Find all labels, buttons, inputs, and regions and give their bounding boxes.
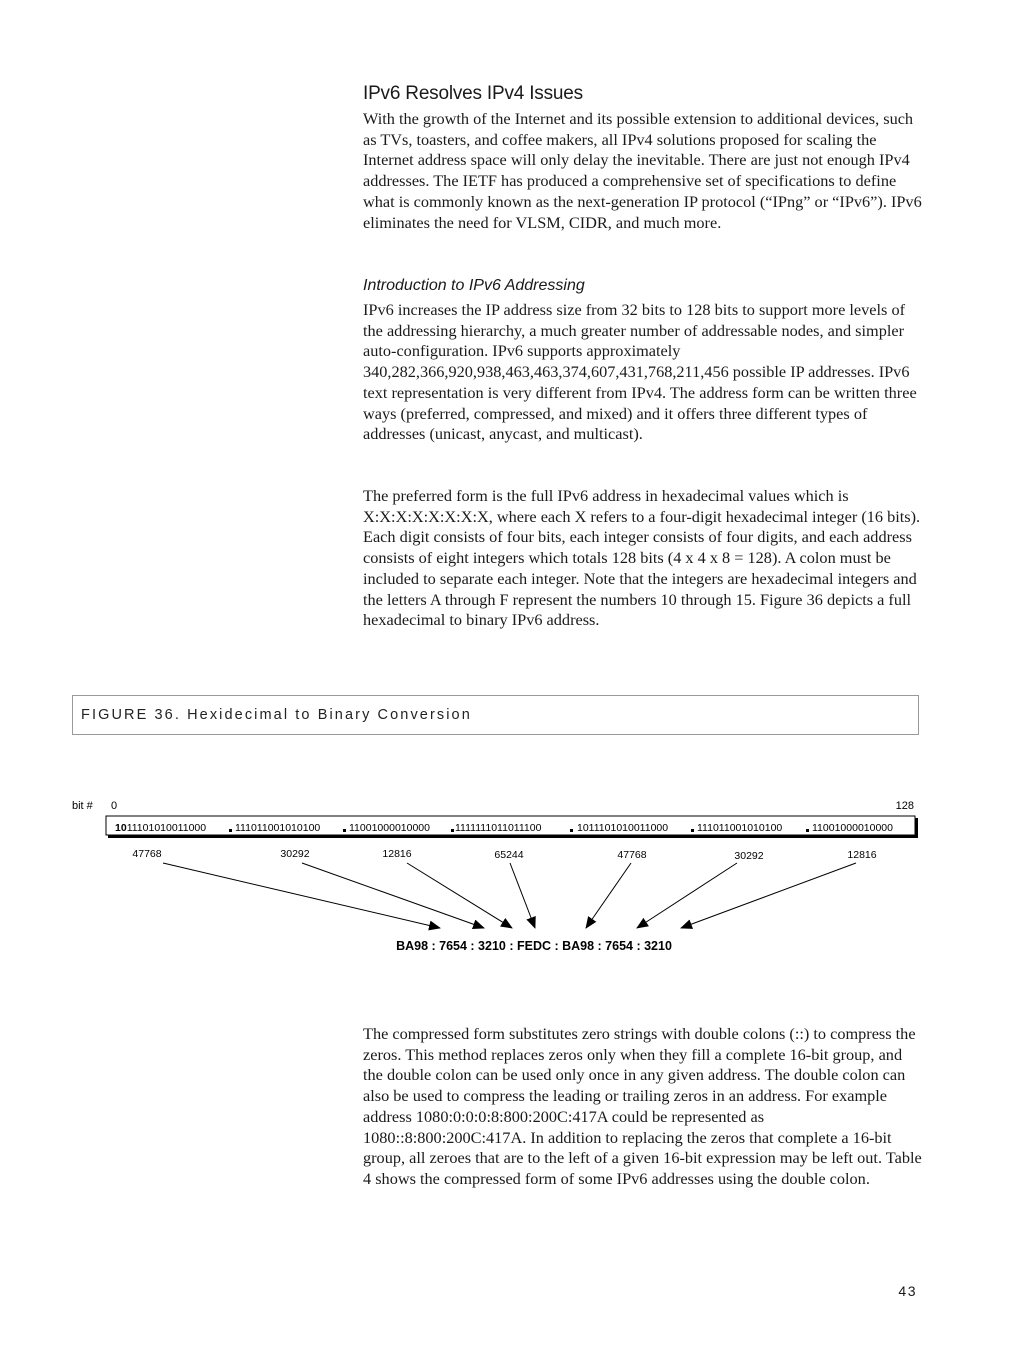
conversion-arrow (681, 863, 856, 928)
intro-paragraph: With the growth of the Internet and its possible extension to additional devices, such as TVs, toasters, and coffee makers, all IPv4 solutions proposed for scaling the Internet address space will only delay the inevitable. There are just not enough IPv4 addresses. The IETF has produced a comprehensive set of specifications to define what is commonly known as the next-generation IP protocol (“IPng” or “IPv6”). IPv6 eliminates the need for VLSM, CIDR, and much more. (363, 109, 922, 232)
subsection-heading: Introduction to IPv6 Addressing (363, 277, 585, 294)
binary-group: 1011101010011000 (577, 822, 669, 834)
binary-group: 111011001010100 (697, 822, 783, 834)
decimal-value: 47768 (132, 848, 162, 860)
decimal-value: 30292 (280, 848, 310, 860)
separator-dot (806, 829, 809, 832)
subsection-paragraph-2: The preferred form is the full IPv6 address in hexadecimal values which is X:X:X:X:X:X:X:X, where each X refers to a four-digit hexadecimal integer (16 bits). Each digit consists of four bits, each integer consists of four digits, and each address consists of eight integers which totals 128 bits (4 x 4 x 8 = 128). A colon must be included to separate each integer. Note that the integers are hexadecimal integers and the letters A through F represent the numbers 10 through 15. Figure 36 depicts a full hexadecimal to binary IPv6 address. (363, 486, 921, 630)
arrows (163, 863, 856, 928)
conversion-arrow (510, 863, 535, 928)
conversion-arrow (637, 863, 737, 928)
conversion-arrow (163, 863, 440, 928)
separator-dot (570, 829, 573, 832)
section-heading: IPv6 Resolves IPv4 Issues (363, 83, 583, 104)
bit-label: bit # (72, 800, 93, 812)
decimal-value: 12816 (847, 849, 877, 861)
bit-end: 128 (895, 800, 914, 812)
decimal-value: 47768 (617, 849, 647, 861)
decimal-value: 30292 (734, 850, 764, 862)
decimal-value: 65244 (494, 849, 524, 861)
separator-dot (229, 829, 232, 832)
binary-group: 1111111011011100 (455, 822, 542, 834)
binary-group: 111011001010100 (235, 822, 321, 834)
binary-group: 1011101010011000 (115, 822, 207, 834)
hex-address: BA98 : 7654 : 3210 : FEDC : BA98 : 7654 : 3210 (396, 939, 672, 953)
figure-caption: FIGURE 36. Hexidecimal to Binary Conversion (81, 707, 472, 723)
subsection-paragraph-1: IPv6 increases the IP address size from 32 bits to 128 bits to support more levels of the addressing hierarchy, a much greater number of addressable nodes, and simpler auto-configuration. IPv6 supports approximately 340,282,366,920,938,463,463,374,607,431,768,211,456 possible IP addresses. IPv6 text representation is very different from IPv4. The address form can be written three ways (preferred, compressed, and mixed) and it offers three different types of addresses (unicast, anycast, and multicast). (363, 300, 917, 444)
conversion-arrow (586, 863, 631, 928)
decimal-labels (132, 848, 876, 862)
binary-group: 11001000010000 (812, 822, 893, 834)
closing-paragraph: The compressed form substitutes zero strings with double colons (::) to compress the zeros. This method replaces zeros only when they fill a complete 16-bit group, and the double colon can be used only once in any given address. The double colon can also be used to compress the leading or trailing zeros in an address. For example address 1080:0:0:0:8:800:200C:417A could be represented as 1080::8:800:200C:417A. In addition to replacing the zeros that complete a 16-bit group, all zeroes that are to the left of a given 16-bit expression may be left out. Table 4 shows the compressed form of some IPv6 addresses using the double colon. (363, 1024, 922, 1188)
conversion-arrow (407, 863, 512, 928)
decimal-value: 12816 (382, 848, 412, 860)
separator-dot (343, 829, 346, 832)
conversion-arrow (302, 863, 484, 928)
bit-start: 0 (111, 800, 118, 812)
figure-caption-box (72, 695, 919, 735)
page-number: 43 (898, 1283, 917, 1299)
binary-group: 11001000010000 (349, 822, 430, 834)
separator-dot (691, 829, 694, 832)
conversion-diagram (0, 790, 1024, 970)
separator-dot (451, 829, 454, 832)
